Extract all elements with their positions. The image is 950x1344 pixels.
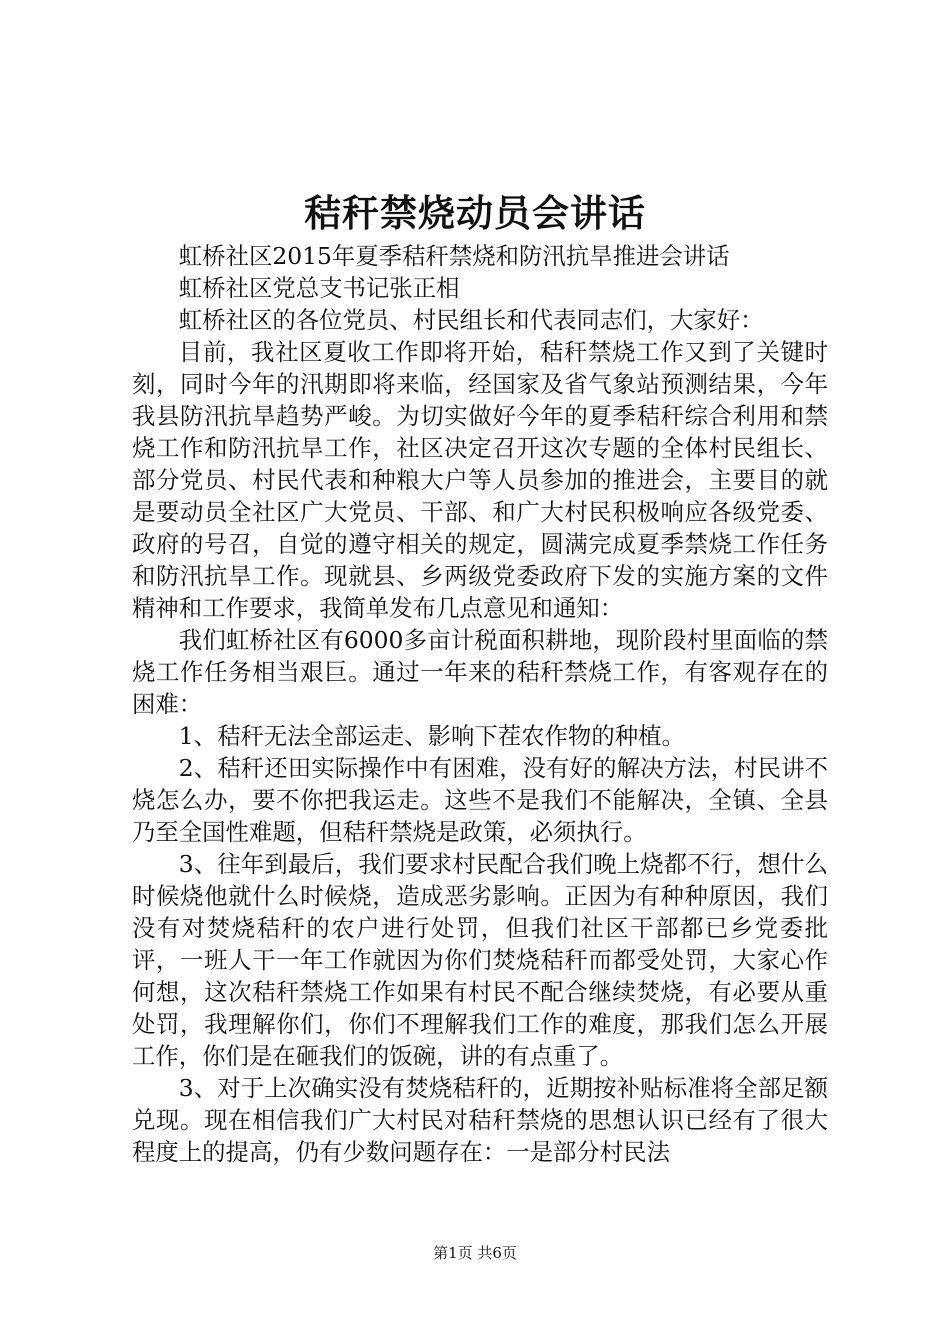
paragraph: 1、秸秆无法全部运走、影响下茬农作物的种植。 (178, 722, 685, 750)
paragraph: 虹桥社区2015年夏季秸秆禁烧和防汛抗旱推进会讲话 (178, 242, 730, 270)
document-body (132, 240, 828, 1168)
paragraph: 3、对于上次确实没有焚烧秸秆的，近期按补贴标准将全部足额兑现。现在相信我们广大村民对秸秆禁烧的思想认识已经有了很大程度上的提高，仍有少数问题存在：一是部分村民法 (132, 1074, 828, 1166)
paragraph: 我们虹桥社区有6000多亩计税面积耕地，现阶段村里面临的禁烧工作任务相当艰巨。通过一年来的秸秆禁烧工作，有客观存在的困难： (132, 626, 828, 718)
page-number-footer: 第1页 共6页 (433, 1244, 517, 1262)
paragraph: 虹桥社区党总支书记张正相 (178, 274, 460, 302)
paragraph: 2、秸秆还田实际操作中有困难，没有好的解决方法，村民讲不烧怎么办，要不你把我运走。这些不是我们不能解决，全镇、全县乃至全国性难题，但秸秆禁烧是政策，必须执行。 (132, 754, 828, 846)
paragraph: 目前，我社区夏收工作即将开始，秸秆禁烧工作又到了关键时刻，同时今年的汛期即将来临，经国家及省气象站预测结果，今年我县防汛抗旱趋势严峻。为切实做好今年的夏季秸秆综合利用和禁烧工作和防汛抗旱工作，社区决定召开这次专题的全体村民组长、部分党员、村民代表和种粮大户等人员参加的推进会，主要目的就是要动员全社区广大党员、干部、和广大村民积极响应各级党委、政府的号召，自觉的遵守相关的规定，圆满完成夏季禁烧工作任务和防汛抗旱工作。现就县、乡两级党委政府下发的实施方案的文件精神和工作要求，我简单发布几点意见和通知： (132, 338, 828, 622)
document-title: 秸秆禁烧动员会讲话 (304, 191, 646, 235)
paragraph: 3、往年到最后，我们要求村民配合我们晚上烧都不行，想什么时候烧他就什么时候烧，造成恶劣影响。正因为有种种原因，我们没有对焚烧秸秆的农户进行处罚，但我们社区干部都已乡党委批评，一班人干一年工作就因为你们焚烧秸秆而都受处罚，大家心作何想，这次秸秆禁烧工作如果有村民不配合继续焚烧，有必要从重处罚，我理解你们，你们不理解我们工作的难度，那我们怎么开展工作，你们是在砸我们的饭碗，讲的有点重了。 (132, 850, 828, 1070)
paragraph: 虹桥社区的各位党员、村民组长和代表同志们，大家好： (178, 306, 764, 334)
